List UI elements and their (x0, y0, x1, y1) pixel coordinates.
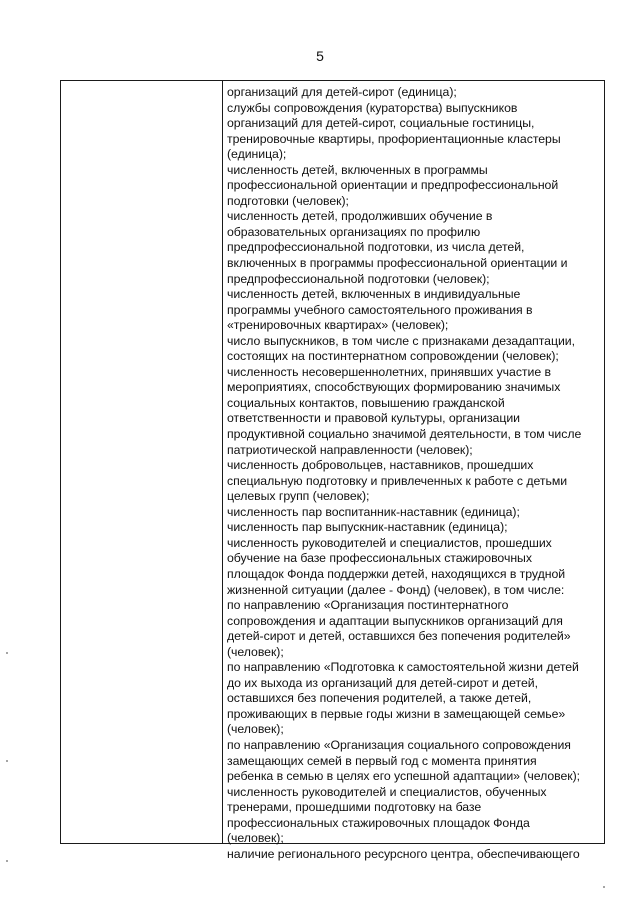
text-line: состоящих на постинтернатном сопровождении (человек); (227, 349, 559, 364)
text-line: ответственности и правовой культуры, организации (227, 411, 520, 426)
text-line: численность несовершеннолетних, принявших участие в (227, 364, 551, 379)
text-line: подготовки (человек); (227, 193, 349, 208)
text-line: предпрофессиональной подготовки, из числа детей, (227, 240, 525, 255)
text-line: по направлению «Подготовка к самостоятельной жизни детей (227, 660, 579, 675)
text-line: по направлению «Организация постинтернатного (227, 598, 509, 613)
text-line: социальных контактов, повышению гражданской (227, 395, 505, 410)
text-line: тренерами, прошедшими подготовку на базе (227, 800, 482, 815)
text-line: жизненной ситуации (далее - Фонд) (человек), в том числе: (227, 582, 565, 597)
text-line: (человек); (227, 831, 284, 846)
text-line: до их выхода из организаций для детей-сирот и детей, (227, 675, 538, 690)
text-line: численность руководителей и специалистов, обученных (227, 784, 547, 799)
text-line: продуктивной социально значимой деятельности, в том числе (227, 427, 582, 442)
text-line: организаций для детей-сирот (единица); (227, 85, 457, 99)
text-line: (человек); (227, 722, 284, 737)
text-line: предпрофессиональной подготовки (человек); (227, 271, 490, 286)
text-line: мероприятиях, способствующих формированию значимых (227, 380, 561, 395)
text-line: проживающих в первые годы жизни в замещающей семье» (227, 706, 566, 721)
text-line: включенных в программы профессиональной ориентации и (227, 256, 568, 271)
table-right-cell (227, 85, 605, 862)
text-line: целевых групп (человек); (227, 489, 370, 504)
text-line: замещающих семей в первый год с момента принятия (227, 753, 537, 768)
text-line: обучение на базе профессиональных стажировочных (227, 551, 532, 566)
text-line: численность пар выпускник-наставник (единица); (227, 520, 508, 535)
text-line: профессиональных стажировочных площадок Фонда (227, 815, 530, 830)
scan-mark (603, 886, 605, 888)
text-line: площадок Фонда поддержки детей, находящихся в трудной (227, 566, 566, 581)
text-line: численность руководителей и специалистов, прошедших (227, 535, 552, 550)
text-line: (человек); (227, 644, 284, 659)
text-line: «тренировочных квартирах» (человек); (227, 318, 449, 333)
text-line: по направлению «Организация социального сопровождения (227, 737, 571, 752)
text-line: численность добровольцев, наставников, прошедших (227, 458, 534, 473)
text-line: численность детей, включенных в индивидуальные (227, 287, 521, 302)
text-line: патриотической направленности (человек); (227, 442, 473, 457)
page-number: 5 (316, 48, 324, 64)
text-line: сопровождения и адаптации выпускников организаций для (227, 613, 563, 628)
text-line: профессиональной ориентации и предпрофессиональной (227, 178, 559, 193)
text-line: программы учебного самостоятельного проживания в (227, 302, 533, 317)
text-line: специальную подготовку и привлеченных к работе с детьми (227, 473, 568, 488)
text-line: ребенка в семью в целях его успешной адаптации» (человек); (227, 769, 581, 784)
text-line: численность пар воспитанник-наставник (единица); (227, 504, 520, 519)
text-line: тренировочные квартиры, профориентационные кластеры (227, 131, 561, 146)
document-table (60, 80, 605, 861)
text-line: организаций для детей-сирот, социальные гостиницы, (227, 116, 535, 131)
column-divider (222, 81, 223, 843)
scan-mark (6, 652, 8, 654)
text-line: (единица); (227, 147, 287, 162)
text-line: численность детей, включенных в программы (227, 162, 488, 177)
text-line: оставшихся без попечения родителей, а также детей, (227, 691, 532, 706)
text-line: детей-сирот и детей, оставшихся без попечения родителей» (227, 629, 571, 644)
text-line: наличие регионального ресурсного центра, обеспечивающего (227, 846, 580, 861)
scan-mark (6, 860, 8, 862)
text-line: образовательных организациях по профилю (227, 224, 481, 239)
text-line: численность детей, продолживших обучение в (227, 209, 493, 224)
text-line: службы сопровождения (кураторства) выпускников (227, 100, 518, 115)
scan-mark (6, 760, 8, 762)
text-line: число выпускников, в том числе с признаками дезадаптации, (227, 333, 575, 348)
